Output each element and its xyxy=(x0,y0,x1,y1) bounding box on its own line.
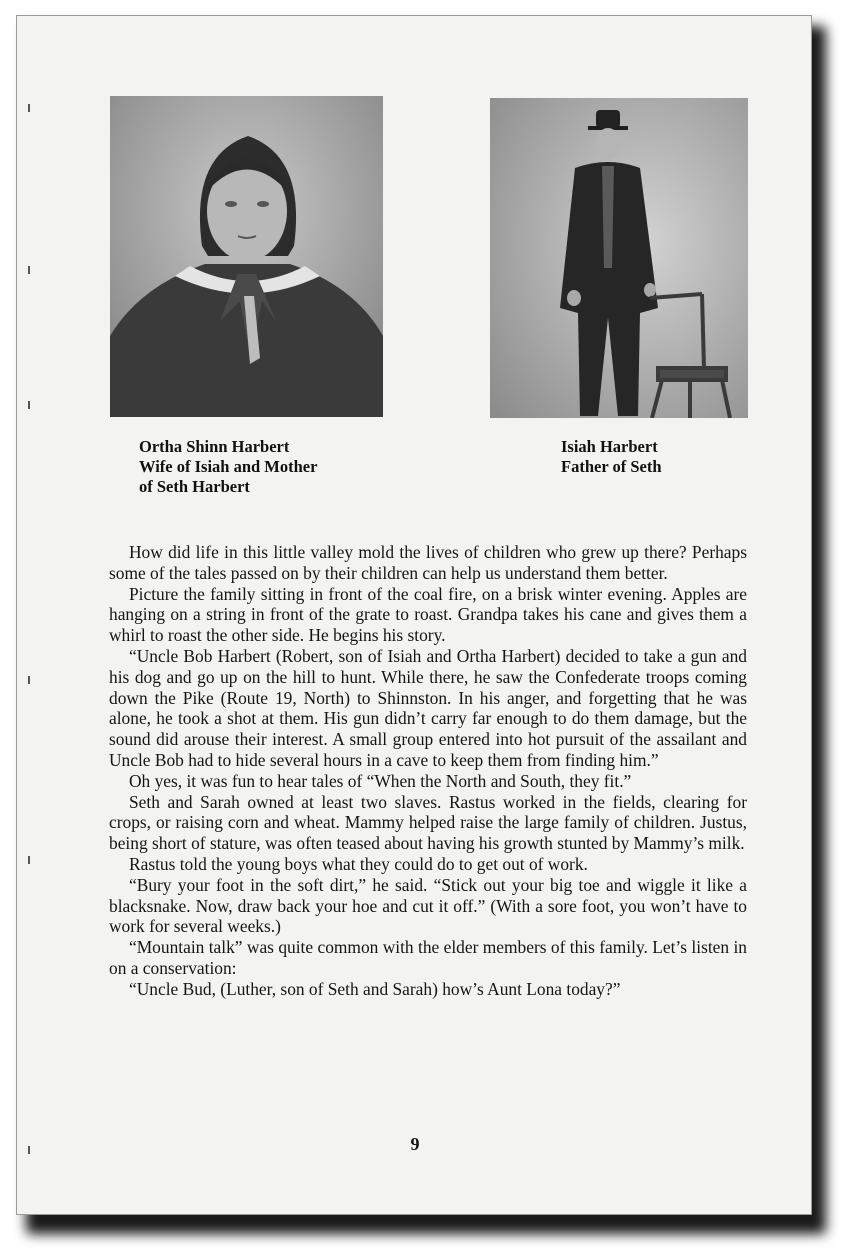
caption-ortha-harbert xyxy=(139,437,317,497)
portrait-ortha-shinn-harbert xyxy=(110,96,383,417)
portrait-image xyxy=(110,96,383,417)
paragraph: Rastus told the young boys what they could do to get out of work. xyxy=(129,853,588,874)
portrait-image xyxy=(490,98,748,418)
caption-line: of Seth Harbert xyxy=(139,477,250,496)
paragraph: Oh yes, it was fun to hear tales of “When the North and South, they fit.” xyxy=(129,770,632,791)
portrait-isiah-harbert xyxy=(490,98,748,418)
binding-mark xyxy=(28,104,30,112)
caption-isiah-harbert xyxy=(561,437,662,477)
paragraph: “Uncle Bud, (Luther, son of Seth and Sarah) how’s Aunt Lona today?” xyxy=(129,978,621,999)
binding-mark xyxy=(28,266,30,274)
binding-mark xyxy=(28,401,30,409)
binding-mark xyxy=(28,856,30,864)
paragraph: “Mountain talk” was quite common with the elder members of this family. Let’s listen in on a conservation: xyxy=(109,937,747,978)
book-page xyxy=(16,15,812,1215)
page-number: 9 xyxy=(410,1134,420,1154)
paragraph: How did life in this little valley mold the lives of children who grew up there? Perhaps some of the tales passed on by their children can help us understand them better. xyxy=(109,542,747,583)
paragraph: “Uncle Bob Harbert (Robert, son of Isiah and Ortha Harbert) decided to take a gun and his dog and go up on the hill to hunt. While there, he saw the Confederate troops coming down the Pike (Route 19, North) to Shinnston. In his anger, and forgetting that he was alone, he took a shot at them. His gun didn’t carry far enough to do them damage, but the sound did arouse their interest. A small group entered into hot pursuit of the assailant and Uncle Bob had to hide several hours in a cave to keep them from finding him.” xyxy=(109,645,747,770)
caption-line: Wife of Isiah and Mother xyxy=(139,457,318,476)
caption-line: Ortha Shinn Harbert xyxy=(139,437,290,456)
story-text xyxy=(109,542,747,1000)
paragraph: Seth and Sarah owned at least two slaves. Rastus worked in the fields, clearing for crops, or raising corn and wheat. Mammy helped raise the large family of children. Justus, being short of stature, was often teased about having his growth stunted by Mammy’s milk. xyxy=(109,791,747,854)
binding-mark xyxy=(28,676,30,684)
paragraph: “Bury your foot in the soft dirt,” he said. “Stick out your big toe and wiggle it like a blacksnake. Now, draw back your hoe and cut it off.” (With a sore foot, you won’t have to work for several weeks.) xyxy=(109,874,747,937)
caption-line: Isiah Harbert xyxy=(561,437,658,456)
binding-mark xyxy=(28,1146,30,1154)
caption-line: Father of Seth xyxy=(561,457,662,476)
paragraph: Picture the family sitting in front of the coal fire, on a brisk winter evening. Apples are hanging on a string in front of the grate to roast. Grandpa takes his cane and gives them a whirl to roast the other side. He begins his story. xyxy=(109,583,747,646)
